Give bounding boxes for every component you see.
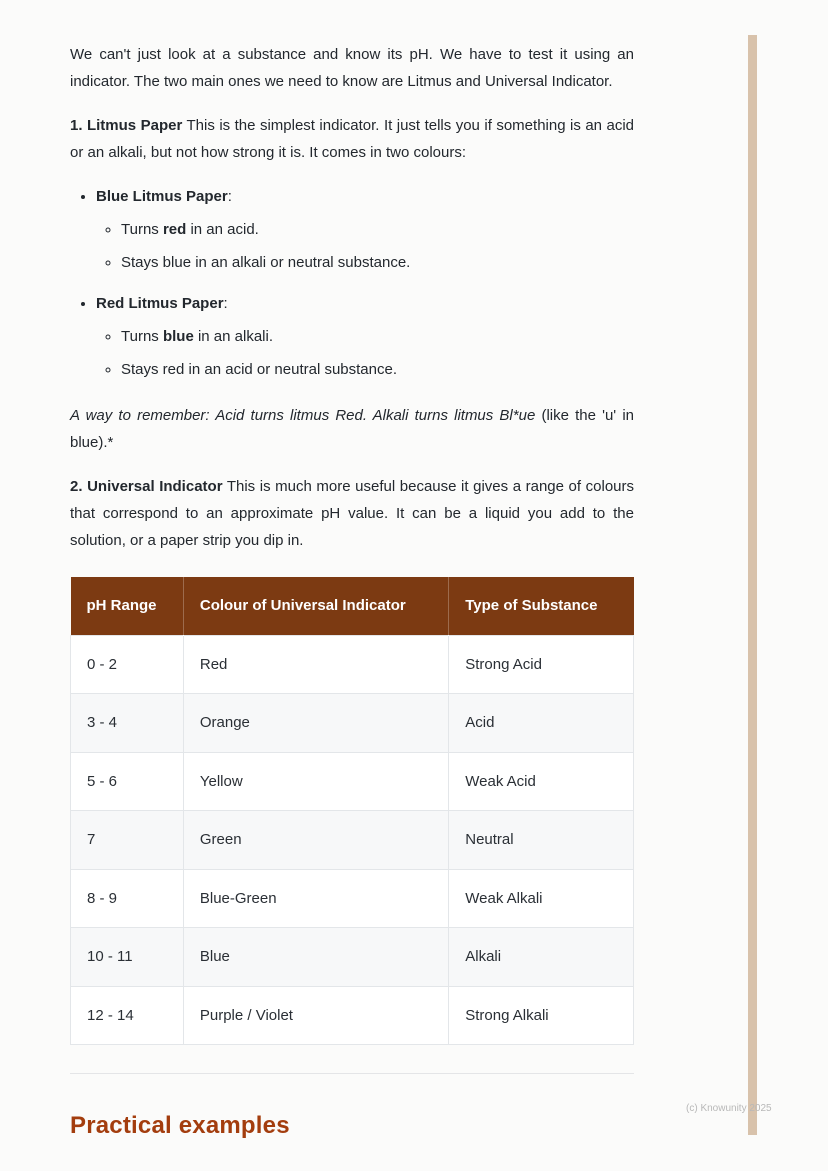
table-row (71, 869, 634, 928)
cell-colour: Blue (183, 928, 448, 987)
practical-examples-heading: Practical examples (70, 1112, 290, 1139)
litmus-paragraph (70, 112, 634, 166)
red-litmus-label: Red Litmus Paper (96, 295, 224, 312)
universal-paragraph (70, 473, 634, 554)
cell-ph-range: 8 - 9 (71, 869, 184, 928)
blue-turns-suffix: in an acid. (186, 221, 259, 238)
mnemonic-paragraph (70, 402, 634, 456)
cell-substance: Strong Acid (449, 635, 634, 694)
cell-colour: Blue-Green (183, 869, 448, 928)
blue-litmus-sublist (96, 217, 634, 275)
red-turns-prefix: Turns (121, 328, 163, 345)
table-row (71, 752, 634, 811)
list-item-red-stays: ◦ Stays red in an acid or neutral substance. (121, 357, 634, 383)
table-row (71, 986, 634, 1045)
universal-title: 2. Universal Indicator (70, 478, 223, 495)
universal-title-rest: This is much more useful because it gives a range of colours that correspond to an approximate pH value. It can be a liquid you add to the solution, or a paper strip you dip in. (70, 478, 634, 549)
list-item-blue-stays: ◦ Stays blue in an alkali or neutral substance. (121, 250, 634, 276)
red-litmus-colon: : (223, 295, 228, 312)
cell-ph-range: 7 (71, 811, 184, 870)
cell-colour: Red (183, 635, 448, 694)
table-row (71, 635, 634, 694)
table-row (71, 811, 634, 870)
litmus-list (70, 183, 634, 382)
column-header-colour: Colour of Universal Indicator (183, 577, 448, 635)
table-row (71, 694, 634, 753)
list-item-blue-litmus (96, 183, 634, 275)
list-item-red-litmus (96, 290, 634, 382)
cell-substance: Weak Alkali (449, 869, 634, 928)
cell-ph-range: 5 - 6 (71, 752, 184, 811)
litmus-title-rest: This is the simplest indicator. It just tells you if something is an acid or an alkali, but not how strong it is. It comes in two colours: (70, 117, 634, 161)
watermark: (c) Knowunity 2025 (686, 1103, 772, 1114)
scrollbar-thumb[interactable] (748, 35, 757, 1135)
section-divider (70, 1073, 634, 1074)
cell-colour: Purple / Violet (183, 986, 448, 1045)
cell-colour: Green (183, 811, 448, 870)
cell-colour: Orange (183, 694, 448, 753)
document-content (70, 41, 634, 1147)
blue-turns-prefix: Turns (121, 221, 163, 238)
cell-ph-range: 0 - 2 (71, 635, 184, 694)
table-row (71, 928, 634, 987)
list-item-blue-turns (121, 217, 634, 243)
cell-substance: Neutral (449, 811, 634, 870)
intro-paragraph: We can't just look at a substance and know its pH. We have to test it using an indicator. The two main ones we need to know are Litmus and Universal Indicator. (70, 46, 634, 90)
column-header-ph-range: pH Range (71, 577, 184, 635)
blue-litmus-colon: : (227, 188, 232, 205)
cell-ph-range: 12 - 14 (71, 986, 184, 1045)
mnemonic-rest: (like the 'u' in blue).* (70, 407, 634, 451)
column-header-substance: Type of Substance (449, 577, 634, 635)
list-item-red-turns (121, 324, 634, 350)
blue-turns-colour: red (162, 221, 187, 238)
cell-substance: Strong Alkali (449, 986, 634, 1045)
red-litmus-sublist (96, 324, 634, 382)
red-turns-suffix: in an alkali. (193, 328, 274, 345)
red-turns-colour: blue (162, 328, 194, 345)
cell-colour: Yellow (183, 752, 448, 811)
table-header-row (71, 577, 634, 635)
cell-substance: Weak Acid (449, 752, 634, 811)
cell-ph-range: 3 - 4 (71, 694, 184, 753)
ph-indicator-table (70, 577, 634, 1045)
litmus-title: 1. Litmus Paper (70, 117, 183, 134)
cell-ph-range: 10 - 11 (71, 928, 184, 987)
cell-substance: Alkali (449, 928, 634, 987)
mnemonic-italic: A way to remember: Acid turns litmus Red. Alkali turns litmus Bl*ue (70, 407, 536, 424)
cell-substance: Acid (449, 694, 634, 753)
blue-litmus-label: Blue Litmus Paper (96, 188, 228, 205)
